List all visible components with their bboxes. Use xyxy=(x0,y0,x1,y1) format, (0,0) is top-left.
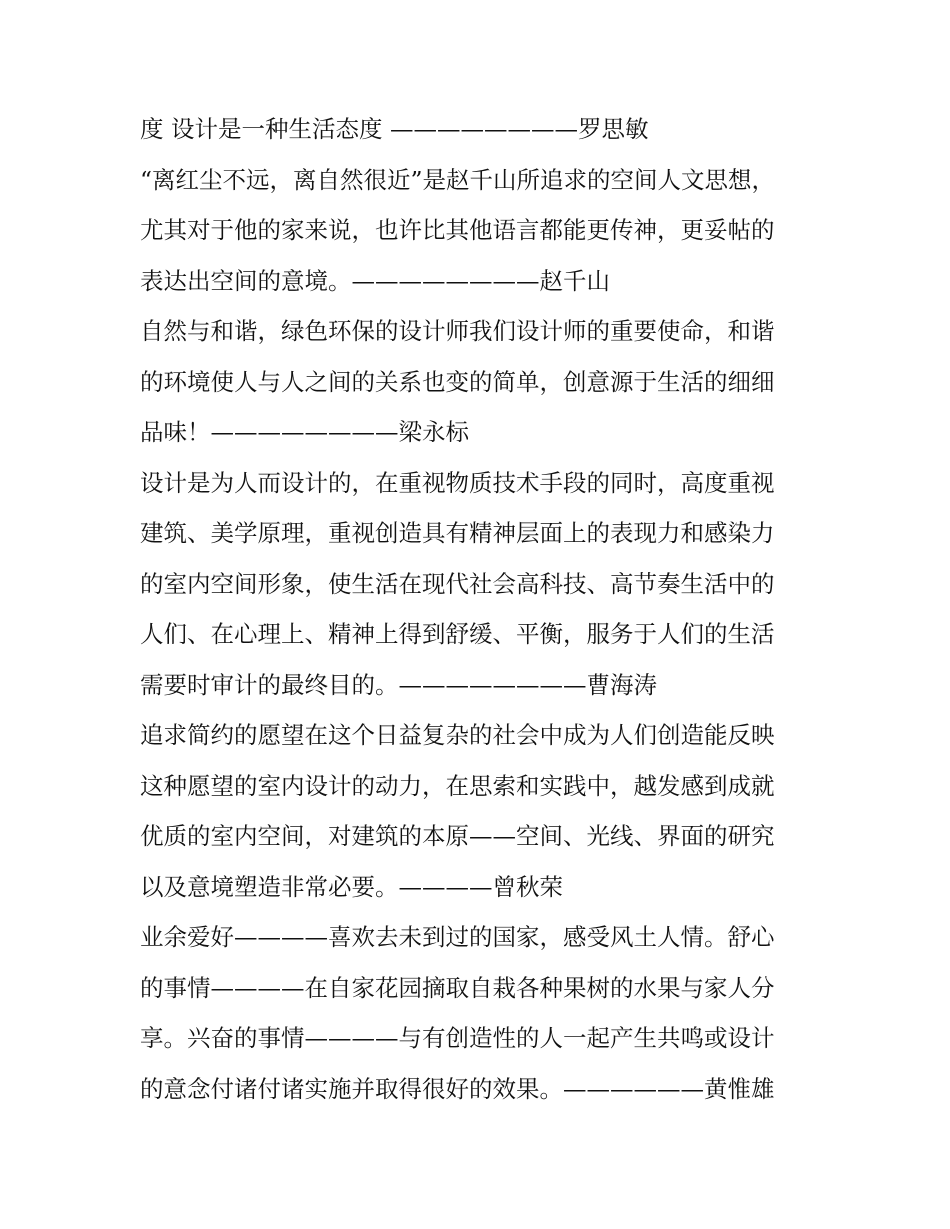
text-line: 的环境使人与人之间的关系也变的简单，创意源于生活的细细 xyxy=(140,367,775,396)
text-line: 建筑、美学原理，重视创造具有精神层面上的表现力和感染力 xyxy=(140,519,775,547)
text-line: 尤其对于他的家来说，也许比其他语言都能更传神，更妥帖的 xyxy=(140,216,775,244)
text-line: 追求简约的愿望在这个日益复杂的社会中成为人们创造能反映 xyxy=(140,721,775,749)
text-line: 的意念付诸付诸实施并取得很好的效果。——————黄惟雄 xyxy=(140,1074,775,1103)
text-line: 设计是为人而设计的，在重视物质技术手段的同时，高度重视 xyxy=(140,468,775,497)
text-line: “离红尘不远，离自然很近”是赵千山所追求的空间人文思想， xyxy=(140,165,776,194)
text-line: 品味！————————梁永标 xyxy=(140,418,469,446)
text-line: 的室内空间形象，使生活在现代社会高科技、高节奏生活中的 xyxy=(140,569,775,598)
text-line: 度 设计是一种生活态度 ————————罗思敏 xyxy=(140,115,649,143)
text-line: 表达出空间的意境。————————赵千山 xyxy=(140,266,610,295)
document-body xyxy=(140,104,820,1114)
text-line: 的事情————在自家花园摘取自栽各种果树的水果与家人分 xyxy=(140,973,775,1002)
text-line: 优质的室内空间，对建筑的本原——空间、光线、界面的研究 xyxy=(140,822,775,850)
text-line: 需要时审计的最终目的。————————曹海涛 xyxy=(140,670,657,699)
text-line: 人们、在心理上、精神上得到舒缓、平衡，服务于人们的生活 xyxy=(140,620,775,648)
text-line: 这种愿望的室内设计的动力，在思索和实践中，越发感到成就 xyxy=(140,771,775,800)
text-line: 自然与和谐，绿色环保的设计师我们设计师的重要使命，和谐 xyxy=(140,317,775,345)
text-line: 业余爱好————喜欢去未到过的国家，感受风土人情。舒心 xyxy=(140,923,775,951)
text-line: 以及意境塑造非常必要。————曾秋荣 xyxy=(140,872,563,901)
text-line: 享。兴奋的事情————与有创造性的人一起产生共鸣或设计 xyxy=(140,1024,775,1052)
